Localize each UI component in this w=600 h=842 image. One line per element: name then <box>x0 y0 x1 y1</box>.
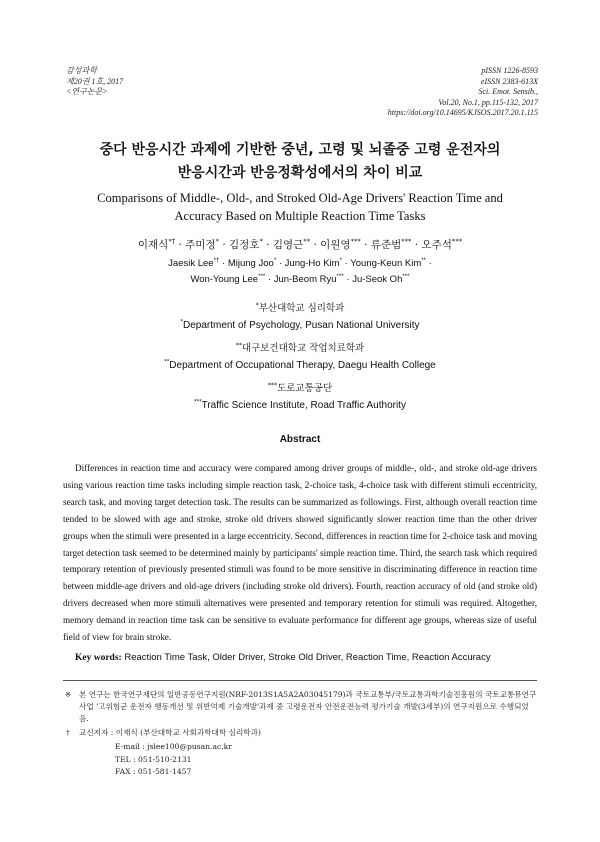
keywords-list: Reaction Time Task, Older Driver, Stroke Old Driver, Reaction Time, Reaction Accuracy <box>124 652 491 663</box>
author-ko: 오주석*** <box>421 237 463 251</box>
contact-fax: FAX : 051-581-1457 <box>115 767 192 777</box>
author-en: Jun-Beom Ryu*** <box>273 272 344 285</box>
affiliation-korean: 도로교통공단 <box>277 383 333 394</box>
author-ko: 이원영*** <box>320 237 361 251</box>
author-en: Ju-Seok Oh*** <box>352 272 410 285</box>
pissn: pISSN 1226-8593 <box>481 66 538 75</box>
abstract-body: Differences in reaction time and accuracy were compared among driver groups of middle-, old-, and stroke old-age drivers using various reaction time tasks including simple reaction task, 2-choice task, 4-choice task with different stimuli eccentricity, search task, and moving target detection task. The results can be summarized as followings. First, although overall reaction time tended to be slowed with age and stroke, stroke old drivers showed significantly slower reaction time than the other driver groups when the stimuli were presented in a large eccentricity. Second, differences in reaction time for 2-choice task and moving target detection task seemed to be determined mainly by participants' simple reaction time. Third, the search task which required temporary retention of previously presented stimuli was found to be more sensitive in discriminating difference in reaction time between middle-age drivers and old-age drivers (including stroke old drivers). Fourth, reaction accuracy of old (and stroke old) drivers decreased when more stimuli alternatives were presented and temporary retention for stimuli was required. Altogether, memory demand in reaction time task can be sensitive to evaluate performance for different age groups, whereas size of useful field of view for brain stroke. <box>63 463 537 643</box>
contact-email[interactable]: E-mail : jslee100@pusan.ac.kr <box>115 742 232 751</box>
author-ko: 이재식*† <box>137 237 176 251</box>
affiliation-english: Department of Psychology, Pusan National University <box>182 320 420 331</box>
funding-footnote <box>63 689 537 725</box>
abstract-heading: Abstract <box>279 434 321 445</box>
journal-name: 감성과학 <box>66 66 97 75</box>
title-korean <box>0 139 600 185</box>
contact-info <box>115 741 232 779</box>
author-en: Young-Keun Kim** <box>350 256 427 269</box>
footnote-mark: ※ <box>65 690 72 699</box>
journal-volume: 제20권 1호, 2017 <box>66 76 124 86</box>
volume-pages: Vol.20, No.1, pp.115-132, 2017 <box>438 97 538 107</box>
funding-text: 본 연구는 한국연구재단의 일반공동연구지원(NRF-2013S1A5A2A03045179)과 국토교통부/국토교통과학기술진흥원의 국토교통뮤연구사업 '고위험군 운전자 행동개선 및 위반억제 기술개발'과제 중 고령운전자 안전운전능력 평가기술 개발(3세부)의 연구지원으로 수행되었음. <box>79 690 537 723</box>
author-en: Jung-Ho Kim* <box>284 256 342 269</box>
author-ko: 김영근** <box>272 237 311 251</box>
corresponding-text: 교신저자 : 이재식 (부산대학교 사회과학대학 심리학과) <box>79 728 261 737</box>
author-ko: 주미정* <box>185 237 219 251</box>
author-ko: 류준범*** <box>370 237 412 251</box>
affiliation: *부산대학교 심리학과 *Department of Psychology, Pusan National University <box>180 301 420 331</box>
author-en: Jaesik Lee*† <box>168 256 220 269</box>
keywords-label: Key words: <box>75 653 122 663</box>
authors-english <box>0 256 600 288</box>
affiliation-english: Traffic Science Institute, Road Traffic Authority <box>201 400 406 411</box>
affiliation-korean: 부산대학교 심리학과 <box>258 303 345 314</box>
authors-english-line: Won-Young Lee*** · Jun-Beom Ryu*** · Ju-Seok Oh*** <box>190 272 410 285</box>
doi-link[interactable]: https://doi.org/10.14695/KJSOS.2017.20.1.115 <box>387 108 538 117</box>
authors-korean: 이재식*† · 주미정* · 김정호* · 김영근** · 이원영*** · 류준범*** · 오주석*** <box>137 237 463 251</box>
journal-header-right <box>388 66 538 119</box>
corresponding-author <box>63 727 537 739</box>
keywords <box>75 652 545 663</box>
journal-abbrev: Sci. Emot. Sensib., <box>478 87 538 96</box>
author-en: Won-Young Lee*** <box>190 272 266 285</box>
affiliation: ***도로교통공단 ***Traffic Science Institute, Road Traffic Authority <box>194 381 406 411</box>
eissn: eISSN 2383-613X <box>480 76 538 86</box>
author-en: Mijung Joo* <box>227 256 277 269</box>
dagger-mark: † <box>66 728 70 737</box>
affiliation-korean: 대구보건대학교 작업치료학과 <box>241 343 365 354</box>
title-english <box>0 189 600 225</box>
title-korean-line: 반응시간과 반응정확성에서의 차이 비교 <box>177 165 423 181</box>
author-ko: 김정호* <box>229 237 263 251</box>
title-korean-line: 중다 반응시간 과제에 기반한 중년, 고령 및 뇌졸중 고령 운전자의 <box>99 142 501 158</box>
title-english-line: Comparisons of Middle-, Old-, and Stroked Old-Age Drivers' Reaction Time and <box>97 191 503 205</box>
footnote-divider <box>63 680 537 681</box>
authors-english-line: Jaesik Lee*† · Mijung Joo* · Jung-Ho Kim* · Young-Keun Kim** · <box>168 256 432 269</box>
affiliation-english: Department of Occupational Therapy, Daegu Health College <box>169 360 436 371</box>
journal-header-left <box>66 66 123 98</box>
contact-tel: TEL : 051-510-2131 <box>115 754 192 764</box>
title-english-line: Accuracy Based on Multiple Reaction Time Tasks <box>174 209 426 223</box>
affiliation: **대구보건대학교 작업치료학과 **Department of Occupational Therapy, Daegu Health College <box>164 341 436 371</box>
article-type: <연구논문> <box>66 87 108 96</box>
